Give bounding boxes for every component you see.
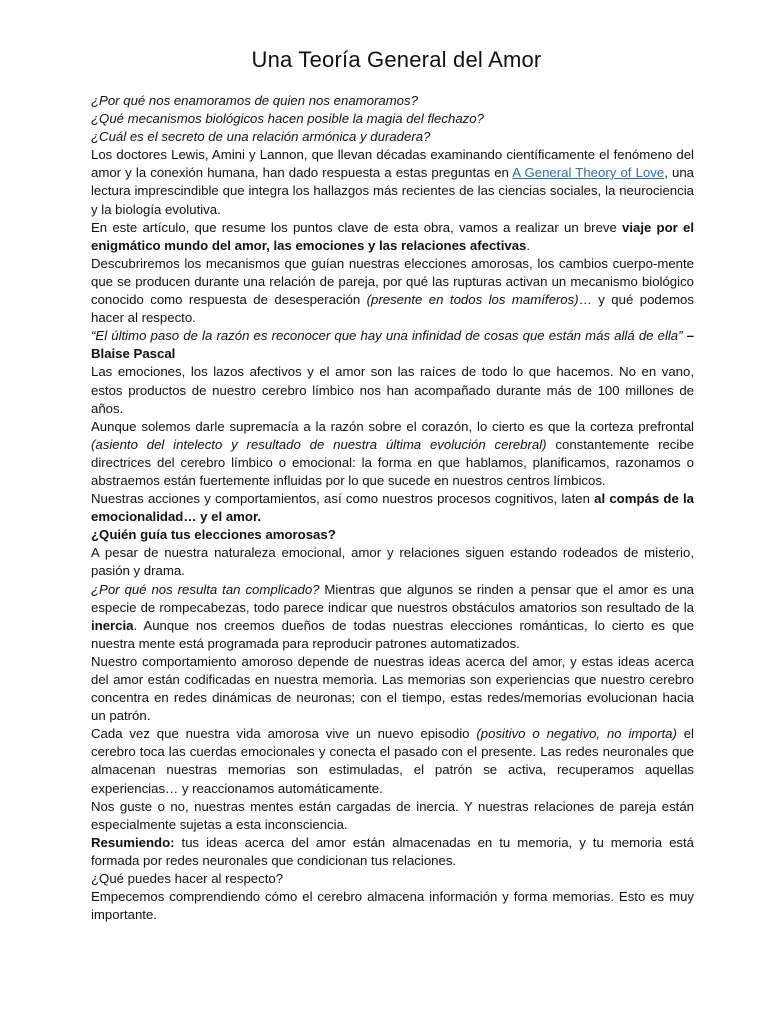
book-link[interactable]: A General Theory of Love [512,165,665,181]
paragraph-episode: Cada vez que nuestra vida amorosa vive un nuevo episodio (positivo o negativo, no importa) el cerebro toca las cuerdas emocionales y conecta el pasado con el presente. Las redes neuronales que almacenan nuestras memorias son estimuladas, el patrón se activa, recuperamos aquellas experiencias… y reaccionamos automáticamente. [91,726,694,796]
paragraph-inertia: ¿Por qué nos resulta tan complicado? Mientras que algunos se rinden a pensar que el amor es una especie de rompecabezas, todo parece indicar que nuestros obstáculos amatorios son resultado de la inercia. Aunque nos creemos dueños de todas nuestras elecciones románticas, lo cierto es que nuestra mente está programada para reproducir patrones automatizados. [91,581,694,651]
paragraph-discover: Descubriremos los mecanismos que guían nuestras elecciones amorosas, los cambios cuerpo-mente que se producen durante una relación de pareja, por qué las rupturas activan un mecanismo biológico conocido como respuesta de desesperación (presente en todos los mamíferos)… y qué podemos hacer al respecto. [91,255,694,326]
paragraph-unconscious: Nos guste o no, nuestras mentes están cargadas de inercia. Y nuestras relaciones de pareja están especialmente sujetas a esta inconsciencia. [91,798,694,832]
paragraph-summary: En este artículo, que resume los puntos clave de esta obra, vamos a realizar un breve viaje por el enigmático mundo del amor, las emociones y las relaciones afectivas. [91,219,694,253]
page-title: Una Teoría General del Amor [251,47,542,72]
question-2: ¿Qué mecanismos biológicos hacen posible la magia del flechazo? [91,111,484,127]
paragraph-prefrontal: Aunque solemos darle supremacía a la razón sobre el corazón, lo cierto es que la corteza prefrontal (asiento del intelecto y resultado de nuestra última evolución cerebral) constantemente recibe directrices del cerebro límbico o emocional: la forma en que hablamos, planificamos, razonamos o abstraemos están fuertemente influidas por lo que sucede en nuestros centros límbicos. [91,418,694,488]
paragraph-mystery: A pesar de nuestra naturaleza emocional, amor y relaciones siguen estando rodeados de misterio, pasión y drama. [91,545,694,579]
pascal-quote: “El último paso de la razón es reconocer que hay una infinidad de cosas que están más allá de ella” – Blaise Pascal [91,328,694,362]
section-heading: ¿Quién guía tus elecciones amorosas? [91,527,336,543]
paragraph-question: ¿Qué puedes hacer al respecto? [91,871,284,887]
paragraph-actions: Nuestras acciones y comportamientos, así como nuestros procesos cognitivos, laten al compás de la emocionalidad… y el amor. [91,491,694,525]
paragraph-intro: Los doctores Lewis, Amini y Lannon, que llevan décadas examinando científicamente el fenómeno del amor y la conexión humana, han dado respuesta a estas preguntas en A General Theory of Love, una lectura imprescindible que integra los hallazgos más recientes de las ciencias sociales, la neurociencia y la biología evolutiva. [91,147,694,217]
paragraph-memory: Nuestro comportamiento amoroso depende de nuestras ideas acerca del amor, y estas ideas acerca del amor están codificadas en nuestra memoria. Las memorias son experiencias que nuestro cerebro concentra en redes dinámicas de neuronas; con el tiempo, estas redes/memorias evolucionan hacia un patrón. [91,653,694,724]
paragraph-summary-bold: Resumiendo: tus ideas acerca del amor están almacenadas en tu memoria, y tu memoria está formada por redes neuronales que condicionan tus relaciones. [91,834,694,868]
question-3: ¿Cuál es el secreto de una relación armónica y duradera? [91,129,431,145]
paragraph-closing: Empecemos comprendiendo cómo el cerebro almacena información y forma memorias. Esto es muy importante. [91,889,694,923]
question-1: ¿Por qué nos enamoramos de quien nos enamoramos? [91,93,418,108]
article-body [91,92,694,924]
paragraph-emotions: Las emociones, los lazos afectivos y el amor son las raíces de todo lo que hacemos. No en vano, estos productos de nuestro cerebro límbico nos han acompañado durante más de 100 millones de años. [91,364,694,416]
